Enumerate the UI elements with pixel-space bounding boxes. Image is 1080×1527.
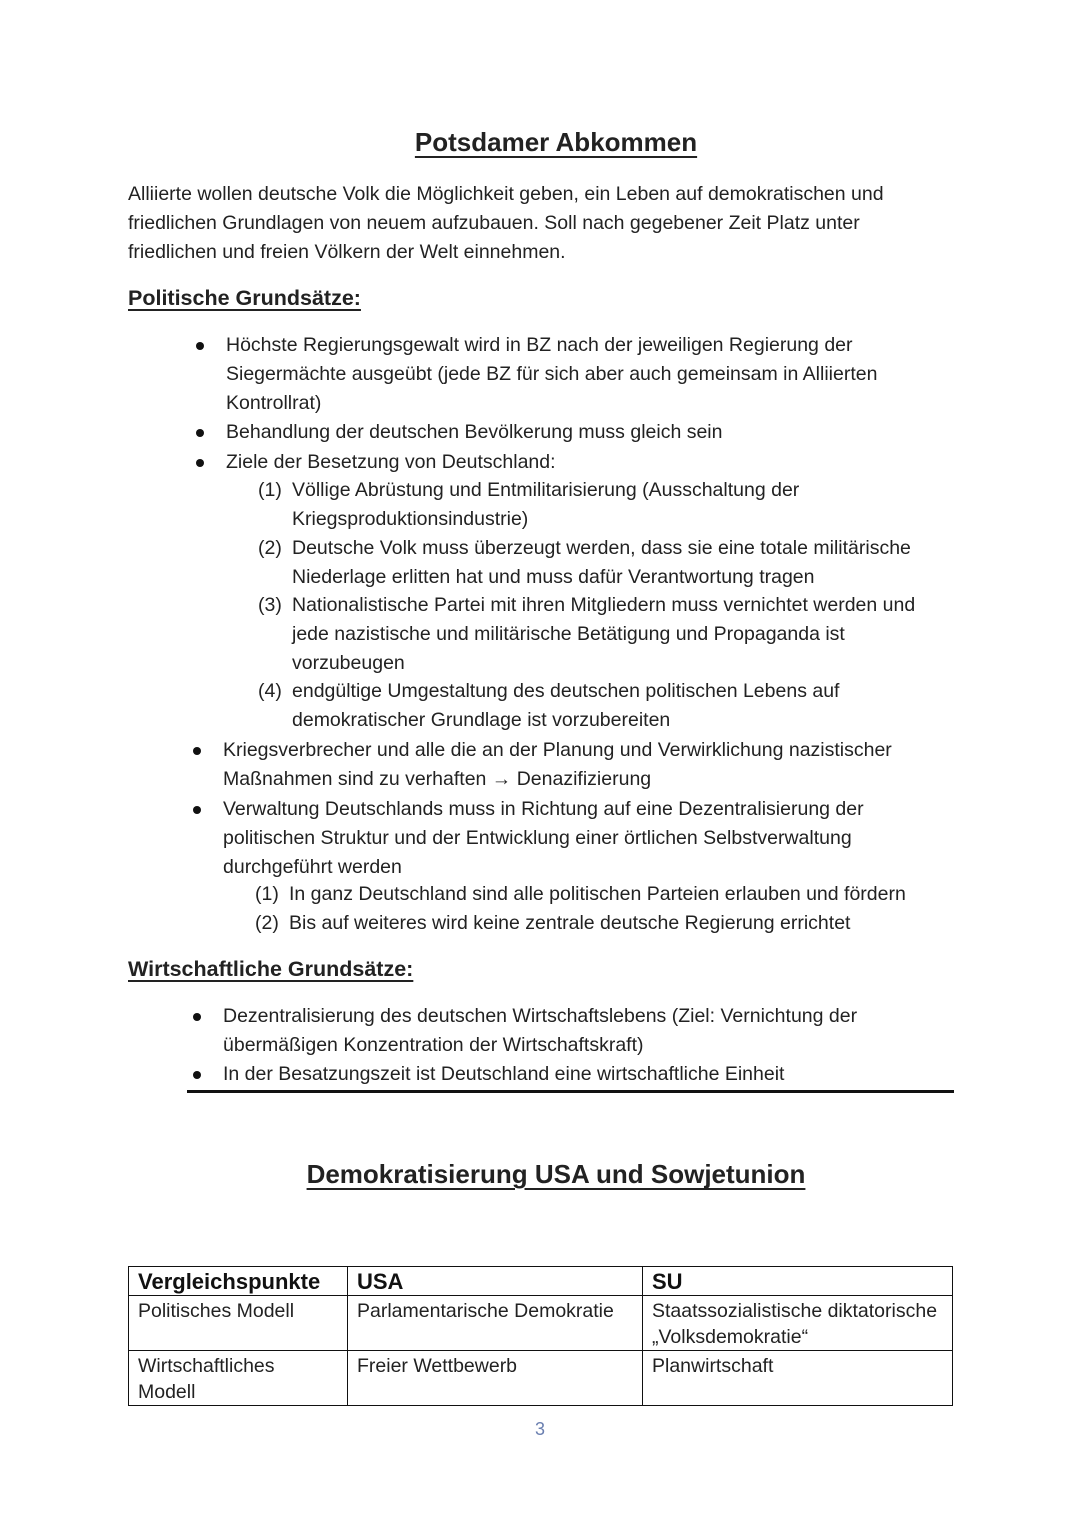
- cell-line: Staatssozialistische diktatorische: [652, 1300, 938, 1322]
- intro-line: friedlichen Grundlagen von neuem aufzubauen. Soll nach gegebener Zeit Platz unter: [128, 212, 860, 234]
- item-number: (4): [258, 680, 282, 702]
- numbered-item-line: Deutsche Volk muss überzeugt werden, dass sie eine totale militärische: [292, 537, 911, 559]
- table-cell: Politisches Modell: [129, 1296, 348, 1351]
- list-item-line: In der Besatzungszeit ist Deutschland eine wirtschaftliche Einheit: [223, 1063, 785, 1085]
- bullet-icon: [193, 1071, 201, 1079]
- cell-line: „Volksdemokratie“: [652, 1326, 809, 1348]
- list-item-line: Höchste Regierungsgewalt wird in BZ nach der jeweiligen Regierung der: [226, 334, 853, 356]
- column-header: USA: [348, 1267, 643, 1296]
- economic-principles-heading: Wirtschaftliche Grundsätze:: [128, 957, 414, 981]
- numbered-item-line: Völlige Abrüstung und Entmilitarisierung (Ausschaltung der: [292, 479, 800, 501]
- section-divider: [187, 1090, 954, 1093]
- intro-line: friedlichen und freien Völkern der Welt einnehmen.: [128, 241, 566, 263]
- numbered-item-line: Kriegsproduktionsindustrie): [292, 508, 529, 530]
- table-cell: Planwirtschaft: [643, 1351, 953, 1406]
- numbered-item-line: endgültige Umgestaltung des deutschen politischen Lebens auf: [292, 680, 840, 702]
- section-title: Demokratisierung USA und Sowjetunion: [306, 1159, 806, 1189]
- list-item-line: politischen Struktur und der Entwicklung einer örtlichen Selbstverwaltung: [223, 827, 852, 849]
- table-row: [129, 1296, 953, 1351]
- table-cell: [643, 1296, 953, 1351]
- list-item-line: Maßnahmen sind zu verhaften → Denazifizierung: [223, 768, 652, 790]
- numbered-item-line: Bis auf weiteres wird keine zentrale deutsche Regierung errichtet: [289, 912, 851, 934]
- intro-line: Alliierte wollen deutsche Volk die Möglichkeit geben, ein Leben auf demokratischen und: [128, 183, 884, 205]
- page-number: 3: [534, 1419, 545, 1439]
- table-row: [129, 1351, 953, 1406]
- numbered-item-line: jede nazistische und militärische Betätigung und Propaganda ist: [292, 623, 845, 645]
- list-item-line: Siegermächte ausgeübt (jede BZ für sich aber auch gemeinsam in Alliierten: [226, 363, 878, 385]
- table-header-row: [129, 1267, 953, 1296]
- bullet-icon: [193, 1013, 201, 1021]
- cell-line: Modell: [138, 1381, 196, 1403]
- political-principles-heading: Politische Grundsätze:: [128, 286, 361, 310]
- item-number: (2): [258, 537, 282, 559]
- list-item-line: Kriegsverbrecher und alle die an der Planung und Verwirklichung nazistischer: [223, 739, 892, 761]
- numbered-item-line: Nationalistische Partei mit ihren Mitgliedern muss vernichtet werden und: [292, 594, 916, 616]
- list-item-line: Ziele der Besetzung von Deutschland:: [226, 451, 556, 473]
- numbered-item-line: vorzubeugen: [292, 652, 405, 674]
- list-item-line: durchgeführt werden: [223, 856, 402, 878]
- cell-line: Wirtschaftliches: [138, 1355, 275, 1377]
- list-item-line: Behandlung der deutschen Bevölkerung muss gleich sein: [226, 421, 723, 443]
- numbered-item-line: In ganz Deutschland sind alle politischen Parteien erlauben und fördern: [289, 883, 906, 905]
- bullet-icon: [193, 747, 201, 755]
- bullet-icon: [196, 459, 204, 467]
- column-header: Vergleichspunkte: [129, 1267, 348, 1296]
- bullet-icon: [196, 429, 204, 437]
- item-number: (1): [258, 479, 282, 501]
- item-number: (3): [258, 594, 282, 616]
- table-cell: Freier Wettbewerb: [348, 1351, 643, 1406]
- bullet-icon: [196, 342, 204, 350]
- list-item-line: Kontrollrat): [226, 392, 322, 414]
- item-number: (2): [255, 912, 279, 934]
- item-number: (1): [255, 883, 279, 905]
- numbered-item-line: demokratischer Grundlage ist vorzubereiten: [292, 709, 671, 731]
- column-header: SU: [643, 1267, 953, 1296]
- table-cell: Parlamentarische Demokratie: [348, 1296, 643, 1351]
- list-item-line: Dezentralisierung des deutschen Wirtschaftslebens (Ziel: Vernichtung der: [223, 1005, 858, 1027]
- table-cell: [129, 1351, 348, 1406]
- intro-paragraph: [128, 180, 928, 267]
- numbered-item-line: Niederlage erlitten hat und muss dafür Verantwortung tragen: [292, 566, 815, 588]
- page-title: Potsdamer Abkommen: [414, 127, 698, 157]
- bullet-icon: [193, 806, 201, 814]
- comparison-table: [128, 1266, 953, 1406]
- list-item-line: übermäßigen Konzentration der Wirtschaftskraft): [223, 1034, 644, 1056]
- list-item-line: Verwaltung Deutschlands muss in Richtung auf eine Dezentralisierung der: [223, 798, 864, 820]
